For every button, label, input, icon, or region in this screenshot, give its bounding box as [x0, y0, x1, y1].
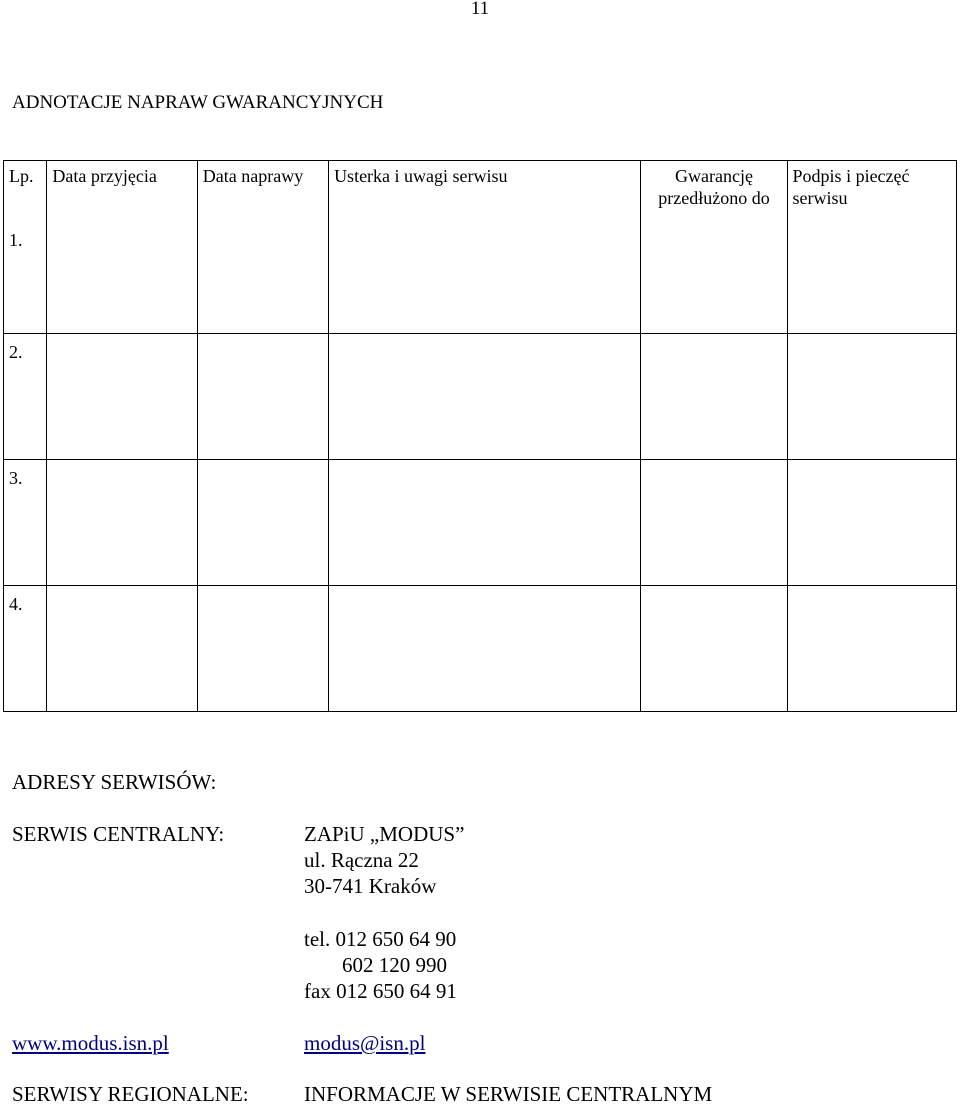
cell-warranty-extended[interactable] — [641, 586, 787, 712]
row-number: 1. — [4, 209, 47, 334]
cell-received-date[interactable] — [47, 586, 197, 712]
phone-number-2: 602 120 990 — [342, 953, 447, 977]
regional-info: INFORMACJE W SERWISIE CENTRALNYM — [304, 1082, 713, 1106]
cell-repair-date[interactable] — [197, 209, 328, 334]
page-number: 11 — [470, 0, 490, 19]
central-service-label: SERWIS CENTRALNY: — [12, 822, 225, 846]
header-warranty-extended: Gwarancję przedłużono do — [641, 161, 787, 210]
cell-received-date[interactable] — [47, 209, 197, 334]
street-address: ul. Rączna 22 — [304, 848, 419, 872]
header-lp: Lp. — [4, 161, 47, 210]
page-title: ADNOTACJE NAPRAW GWARANCYJNYCH — [12, 92, 384, 113]
row-number: 4. — [4, 586, 47, 712]
cell-signature-stamp[interactable] — [787, 460, 956, 586]
email-link[interactable]: modus@isn.pl — [304, 1031, 426, 1055]
phone-number: tel. 012 650 64 90 — [304, 927, 457, 951]
city-address: 30-741 Kraków — [304, 874, 437, 898]
row-number: 3. — [4, 460, 47, 586]
cell-received-date[interactable] — [47, 460, 197, 586]
repairs-table — [3, 160, 957, 712]
header-defect-notes: Usterka i uwagi serwisu — [329, 161, 641, 210]
company-name: ZAPiU „MODUS” — [304, 822, 465, 846]
cell-defect-notes[interactable] — [329, 334, 641, 460]
table-row — [4, 460, 957, 586]
cell-received-date[interactable] — [47, 334, 197, 460]
header-signature-stamp: Podpis i pieczęć serwisu — [787, 161, 956, 210]
cell-warranty-extended[interactable] — [641, 209, 787, 334]
cell-signature-stamp[interactable] — [787, 586, 956, 712]
table-row — [4, 209, 957, 334]
cell-warranty-extended[interactable] — [641, 460, 787, 586]
cell-defect-notes[interactable] — [329, 460, 641, 586]
addresses-heading: ADRESY SERWISÓW: — [12, 770, 217, 794]
regional-services-label: SERWISY REGIONALNE: — [12, 1082, 249, 1106]
cell-signature-stamp[interactable] — [787, 334, 956, 460]
website-link[interactable]: www.modus.isn.pl — [12, 1031, 169, 1055]
row-number: 2. — [4, 334, 47, 460]
header-received-date: Data przyjęcia — [47, 161, 197, 210]
cell-warranty-extended[interactable] — [641, 334, 787, 460]
cell-defect-notes[interactable] — [329, 209, 641, 334]
table-row — [4, 586, 957, 712]
cell-repair-date[interactable] — [197, 334, 328, 460]
cell-defect-notes[interactable] — [329, 586, 641, 712]
header-repair-date: Data naprawy — [197, 161, 328, 210]
cell-signature-stamp[interactable] — [787, 209, 956, 334]
fax-number: fax 012 650 64 91 — [304, 979, 457, 1003]
cell-repair-date[interactable] — [197, 586, 328, 712]
cell-repair-date[interactable] — [197, 460, 328, 586]
table-row — [4, 334, 957, 460]
table-header-row — [4, 161, 957, 210]
